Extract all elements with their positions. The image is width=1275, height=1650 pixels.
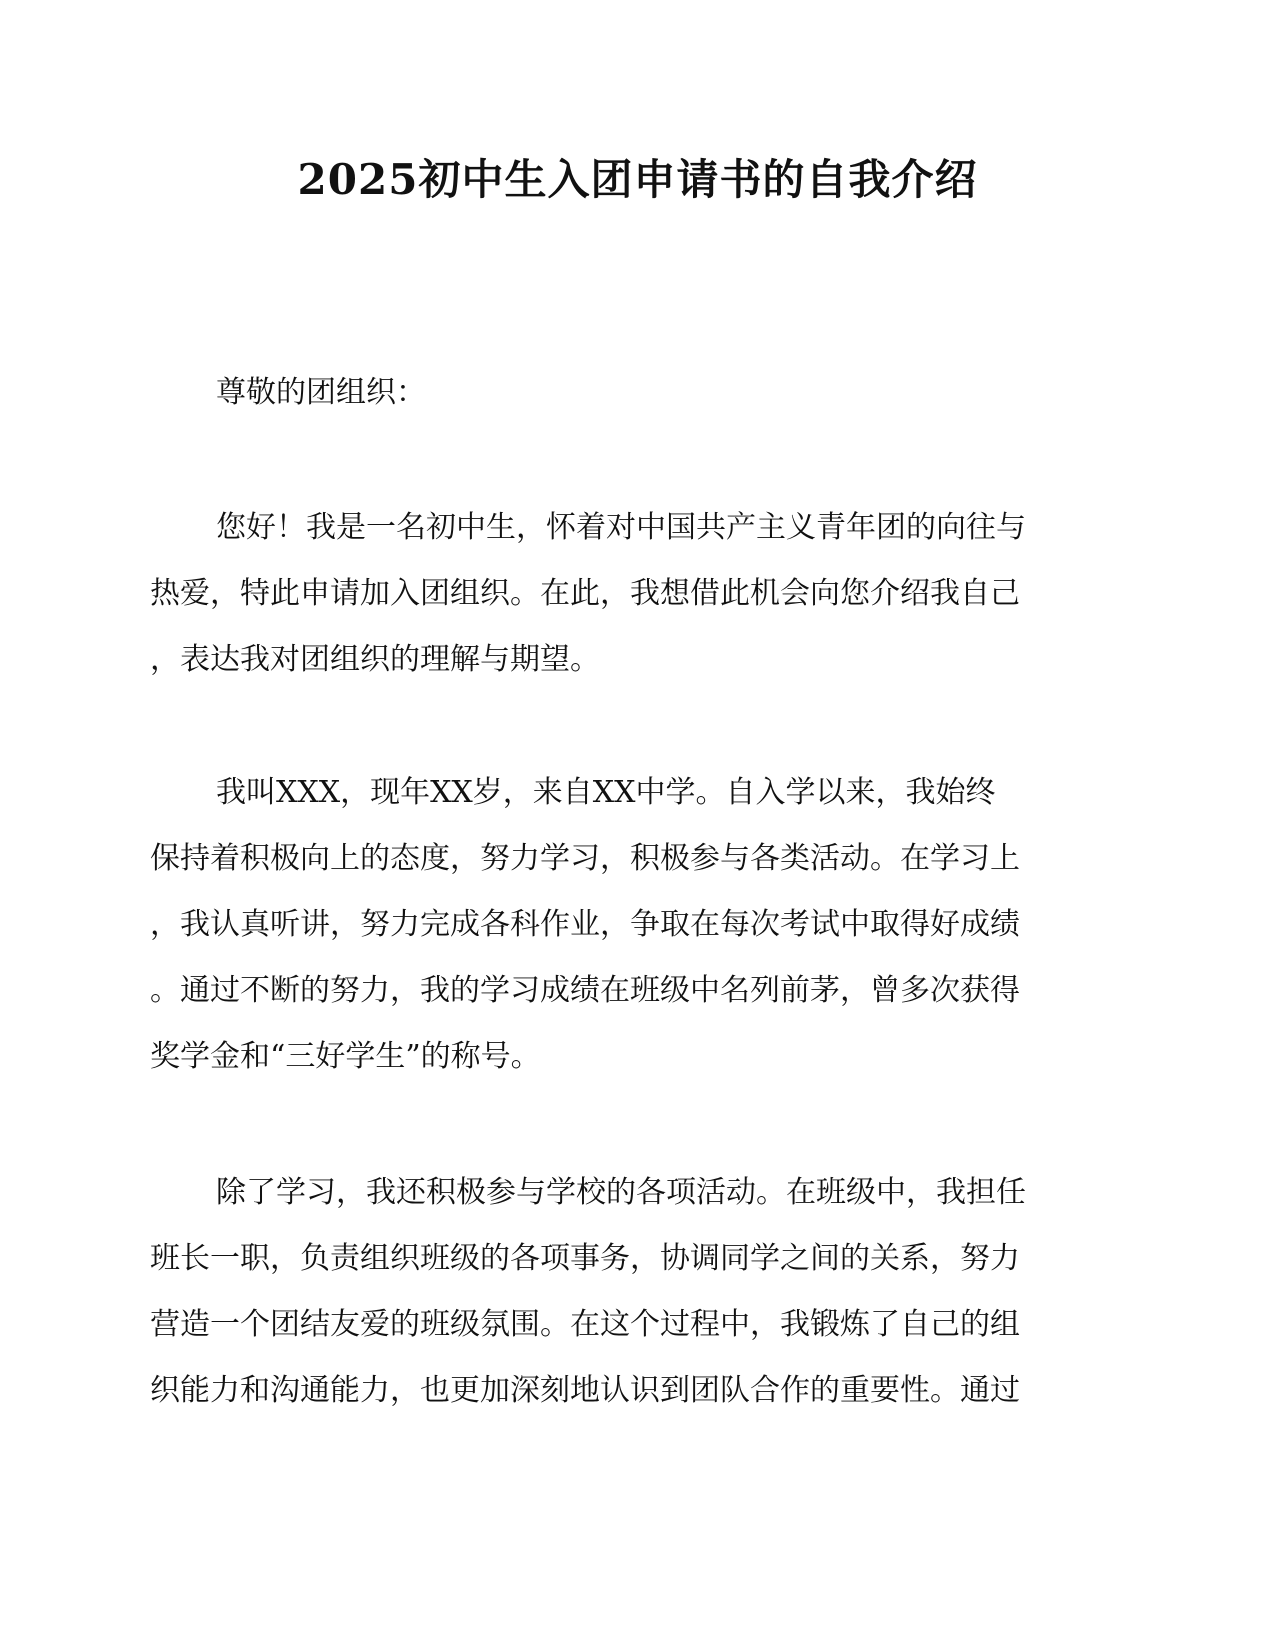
paragraph-line: 我叫XXX，现年XX岁，来自XX中学。自入学以来，我始终 <box>216 775 996 810</box>
salutation-line: 尊敬的团组织： <box>216 375 426 410</box>
paragraph-greeting <box>150 495 1125 693</box>
paragraph-line: 您好！我是一名初中生，怀着对中国共产主义青年团的向往与 <box>216 510 1026 545</box>
paragraph-activities <box>150 1160 1125 1424</box>
paragraph-line: 保持着积极向上的态度，努力学习，积极参与各类活动。在学习上 <box>150 841 1020 876</box>
paragraph-line: 热爱，特此申请加入团组织。在此，我想借此机会向您介绍我自己 <box>150 576 1020 611</box>
paragraph-line: 除了学习，我还积极参与学校的各项活动。在班级中，我担任 <box>216 1175 1026 1210</box>
paragraph-line: ，我认真听讲，努力完成各科作业，争取在每次考试中取得好成绩 <box>150 907 1020 942</box>
salutation <box>150 360 1125 426</box>
paragraph-line: 。通过不断的努力，我的学习成绩在班级中名列前茅，曾多次获得 <box>150 973 1020 1008</box>
paragraph-line: 营造一个团结友爱的班级氛围。在这个过程中，我锻炼了自己的组 <box>150 1307 1020 1342</box>
paragraph-self-intro <box>150 760 1125 1090</box>
paragraph-line: 奖学金和“三好学生”的称号。 <box>150 1039 541 1074</box>
paragraph-line: ，表达我对团组织的理解与期望。 <box>150 642 600 677</box>
paragraph-line: 织能力和沟通能力，也更加深刻地认识到团队合作的重要性。通过 <box>150 1373 1020 1408</box>
document-title: 2025初中生入团申请书的自我介绍 <box>297 155 978 204</box>
paragraph-line: 班长一职，负责组织班级的各项事务，协调同学之间的关系，努力 <box>150 1241 1020 1276</box>
